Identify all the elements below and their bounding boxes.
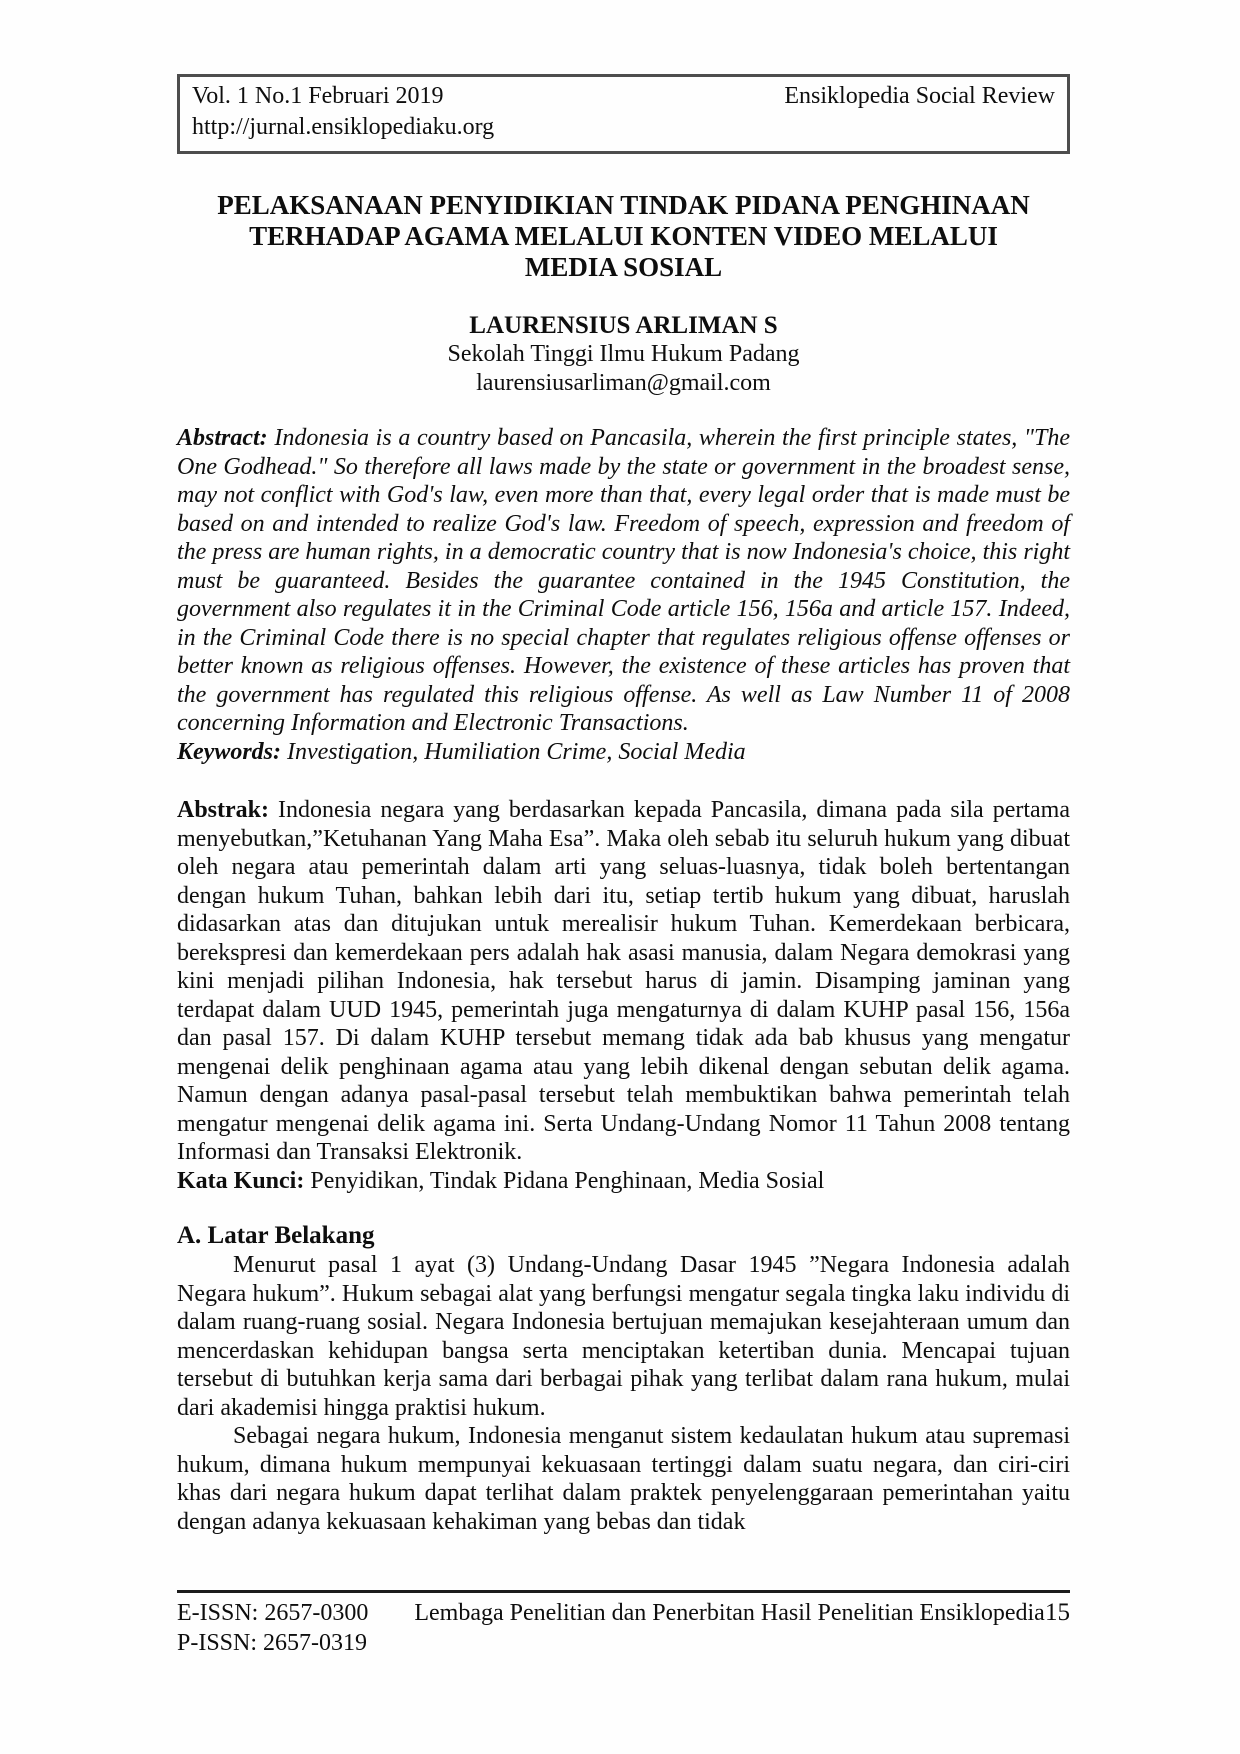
keywords-indonesian-text: Penyidikan, Tindak Pidana Penghinaan, Media Sosial xyxy=(310,1167,825,1194)
page-number: 15 xyxy=(1045,1599,1070,1626)
keywords-indonesian-label: Kata Kunci: xyxy=(177,1167,305,1194)
abstract-indonesian xyxy=(177,796,1070,1167)
page-content xyxy=(177,74,1070,1536)
abstract-indonesian-text: Indonesia negara yang berdasarkan kepada Pancasila, dimana pada sila pertama menyebutkan,”Ketuhanan Yang Maha Esa”. Maka oleh sebab itu seluruh hukum yang dibuat oleh negara atau pemerintah dalam arti yang seluas-luasnya, tidak boleh bertentangan dengan hukum Tuhan, bahkan lebih dari itu, setiap tertib hukum yang dibuat, haruslah didasarkan atas dan ditujukan untuk merealisir hukum Tuhan. Kemerdekaan berbicara, berekspresi dan kemerdekaan pers adalah hak asasi manusia, dalam Negara demokrasi yang kini menjadi pilihan Indonesia, hak tersebut harus di jamin. Disamping jaminan yang terdapat dalam UUD 1945, pemerintah juga mengaturnya di dalam KUHP pasal 156, 156a dan pasal 157. Di dalam KUHP tersebut memang tidak ada bab khusus yang mengatur mengenai delik penghinaan agama atau yang lebih dikenal dengan sebutan delik agama. Namun dengan adanya pasal-pasal tersebut telah membuktikan bahwa pemerintah telah mengatur mengenai delik agama ini. Serta Undang-Undang Nomor 11 Tahun 2008 tentang Informasi dan Transaksi Elektronik. xyxy=(177,797,1070,1165)
body-paragraph-1: Menurut pasal 1 ayat (3) Undang-Undang Dasar 1945 ”Negara Indonesia adalah Negara hukum”. Hukum sebagai alat yang berfungsi mengatur segala tingka laku individu di dalam ruang-ruang sosial. Negara Indonesia bertujuan memajukan kesejahteraan umum dan mencerdaskan kehidupan bangsa serta menciptakan ketertiban dunia. Mencapai tujuan tersebut di butuhkan kerja sama dari berbagai pihak yang terlibat dalam rana hukum, mulai dari akademisi hingga praktisi hukum. xyxy=(177,1252,1070,1421)
journal-volume-issue: Vol. 1 No.1 Februari 2019 xyxy=(192,83,444,109)
page-footer xyxy=(177,1590,1070,1658)
journal-name: Ensiklopedia Social Review xyxy=(784,83,1055,109)
journal-url: http://jurnal.ensiklopediaku.org xyxy=(192,114,495,140)
journal-header-box xyxy=(177,74,1070,154)
abstract-english-text: Indonesia is a country based on Pancasila, wherein the first principle states, "The One Godhead." So therefore all laws made by the state or government in the broadest sense, may not conflict with God's law, even more than that, every legal order that is made must be based on and intended to realize God's law. Freedom of speech, expression and freedom of the press are human rights, in a democratic country that is now Indonesia's choice, this right must be guaranteed. Besides the guarantee contained in the 1945 Constitution, the government also regulates it in the Criminal Code article 156, 156a and article 157. Indeed, in the Criminal Code there is no special chapter that regulates religious offense offenses or better known as religious offenses. However, the existence of these articles has proven that the government has regulated this religious offense. As well as Law Number 11 of 2008 concerning Information and Electronic Transactions. xyxy=(177,425,1071,736)
footer-pissn: P-ISSN: 2657-0319 xyxy=(177,1630,368,1656)
article-title-line-2: TERHADAP AGAMA MELALUI KONTEN VIDEO MELALUI xyxy=(249,221,998,251)
keywords-english xyxy=(177,738,1070,767)
author-name: LAURENSIUS ARLIMAN S xyxy=(469,312,778,339)
article-title-line-3: MEDIA SOSIAL xyxy=(524,252,723,282)
footer-row xyxy=(177,1598,1070,1628)
journal-header-left xyxy=(192,81,494,143)
footer-publisher: Lembaga Penelitian dan Penerbitan Hasil Penelitian Ensiklopedia xyxy=(414,1600,1045,1626)
abstract-english xyxy=(177,424,1070,738)
abstract-indonesian-label: Abstrak: xyxy=(177,797,270,823)
author-block xyxy=(177,311,1070,398)
keywords-indonesian xyxy=(177,1167,1070,1196)
article-title xyxy=(177,190,1070,283)
body-paragraph-2: Sebagai negara hukum, Indonesia menganut sistem kedaulatan hukum atau supremasi hukum, dimana hukum mempunyai kekuasaan tertinggi dalam suatu negara, dan ciri-ciri khas dari negara hukum dapat terlihat dalam praktek penyelenggaraan pemerintahan yaitu dengan adanya kekuasaan kehakiman yang bebas dan tidak xyxy=(177,1423,1070,1535)
footer-eissn: E-ISSN: 2657-0300 xyxy=(177,1600,369,1626)
author-affiliation: Sekolah Tinggi Ilmu Hukum Padang xyxy=(447,341,800,367)
author-email: laurensiusarliman@gmail.com xyxy=(476,370,771,396)
abstract-english-label: Abstract: xyxy=(177,425,268,451)
section-heading-latar-belakang: A. Latar Belakang xyxy=(177,1222,375,1249)
keywords-english-text: Investigation, Humiliation Crime, Social Media xyxy=(287,738,746,765)
article-title-line-1: PELAKSANAAN PENYIDIKIAN TINDAK PIDANA PENGHINAAN xyxy=(217,190,1030,220)
keywords-english-label: Keywords: xyxy=(177,738,281,765)
